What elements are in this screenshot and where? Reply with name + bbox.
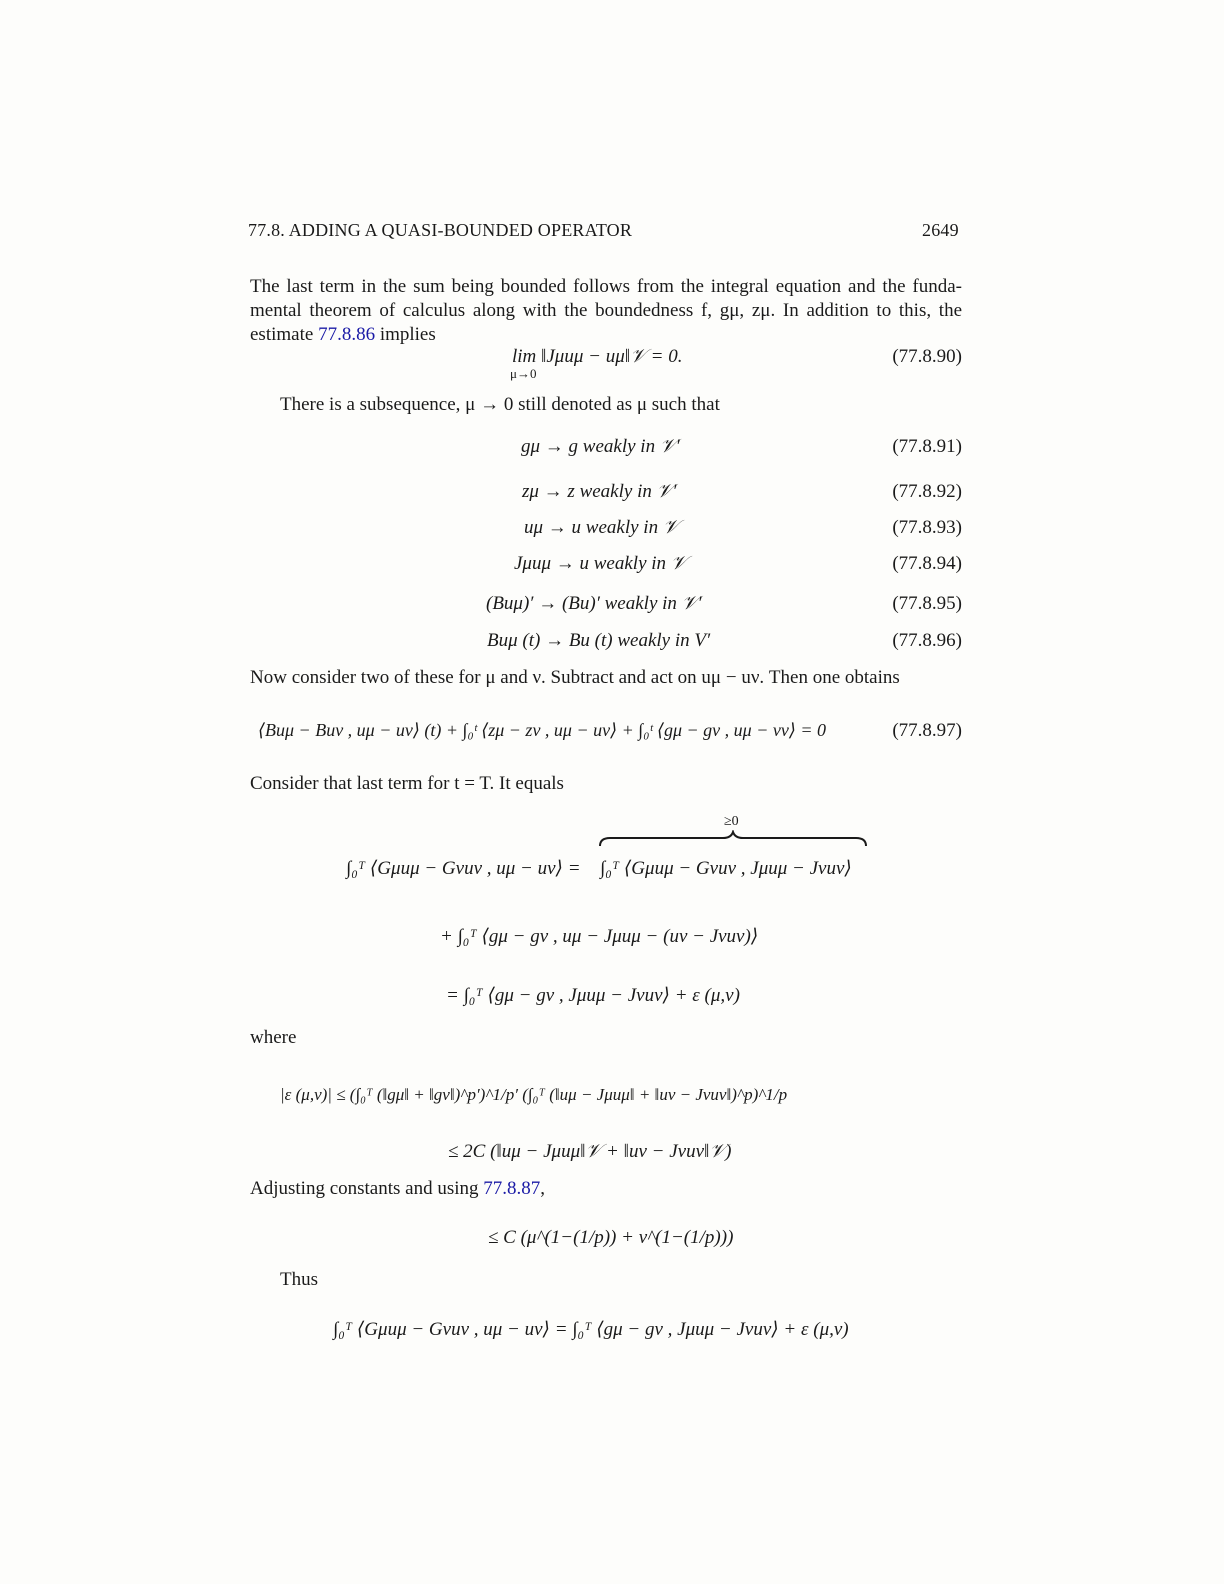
equation-link[interactable]: 77.8.86 (318, 324, 376, 345)
integral-identity-lhs: ∫₀ᵀ ⟨Gμuμ − Gνuν , uμ − uν⟩ = (346, 858, 581, 879)
paragraph-line: where (250, 1027, 297, 1048)
equation-92: zμ → z weakly in 𝒱′ (522, 481, 677, 502)
paragraph-line (250, 1177, 545, 1201)
integral-identity-result: = ∫₀ᵀ ⟨gμ − gν , Jμuμ − Jνuν⟩ + ε (μ,ν) (446, 985, 740, 1006)
paragraph-line: The last term in the sum being bounded follows from the integral equation and the funda- (250, 276, 962, 297)
equation-number: (77.8.91) (892, 436, 962, 457)
brace-label: ≥0 (724, 814, 739, 829)
equation-91: gμ → g weakly in 𝒱′ (521, 436, 680, 457)
text: , (540, 1178, 546, 1199)
text: implies (375, 324, 436, 345)
equation-number: (77.8.92) (892, 481, 962, 502)
paragraph-line (250, 323, 436, 347)
integral-identity-rhs: ∫₀ᵀ ⟨Gμuμ − Gνuν , Jμuμ − Jνuν⟩ (600, 858, 852, 879)
paragraph-line: Thus (280, 1269, 318, 1290)
equation-97: ⟨Buμ − Buν , uμ − uν⟩ (t) + ∫₀ᵗ ⟨zμ − zν , uμ − uν⟩ + ∫₀ᵗ ⟨gμ − gν , uμ − vν⟩ = 0 (258, 720, 827, 740)
epsilon-bound-3: ≤ C (μ^(1−(1/p)) + ν^(1−(1/p))) (488, 1227, 734, 1248)
equation-link[interactable]: 77.8.87 (483, 1178, 541, 1199)
equation-number: (77.8.93) (892, 517, 962, 538)
running-header: 77.8. ADDING A QUASI-BOUNDED OPERATOR (248, 220, 633, 240)
equation-number: (77.8.96) (892, 630, 962, 651)
paragraph-line: Now consider two of these for μ and ν. Subtract and act on uμ − uν. Then one obtains (250, 667, 900, 688)
equation-94: Jμuμ → u weakly in 𝒱 (514, 553, 687, 574)
overbrace (598, 830, 868, 848)
equation-number: (77.8.97) (892, 720, 962, 741)
epsilon-bound: |ε (μ,ν)| ≤ (∫₀ᵀ (‖gμ‖ + ‖gν‖)^p′)^1/p′ (∫₀ᵀ (‖uμ − Jμuμ‖ + ‖uν − Jνuν‖)^p)^1/p (280, 1085, 788, 1104)
integral-identity-term: + ∫₀ᵀ ⟨gμ − gν , uμ − Jμuμ − (uν − Jνuν)⟩ (440, 926, 759, 947)
lim-subscript: μ→0 (510, 366, 537, 381)
equation-number: (77.8.94) (892, 553, 962, 574)
paragraph-line: mental theorem of calculus along with the boundedness f, gμ, zμ. In addition to this, the (250, 300, 962, 321)
text: estimate (250, 324, 319, 345)
paragraph-line: There is a subsequence, μ → 0 still denoted as μ such that (280, 394, 720, 415)
page-number: 2649 (922, 220, 959, 240)
equation-96: Buμ (t) → Bu (t) weakly in V′ (487, 630, 711, 651)
epsilon-bound-2: ≤ 2C (‖uμ − Jμuμ‖𝒱 + ‖uν − Jνuν‖𝒱) (448, 1141, 732, 1162)
paragraph-line: Consider that last term for t = T. It equals (250, 773, 564, 794)
equation-number: (77.8.90) (892, 346, 962, 367)
equation-number: (77.8.95) (892, 593, 962, 614)
equation-95: (Buμ)′ → (Bu)′ weakly in 𝒱′ (486, 593, 702, 614)
equation-93: uμ → u weakly in 𝒱 (524, 517, 679, 538)
equation-90 (512, 346, 682, 368)
text: Adjusting constants and using (250, 1178, 484, 1199)
equation-math: lim ‖Jμuμ − uμ‖𝒱 = 0. (512, 346, 683, 367)
final-equation: ∫₀ᵀ ⟨Gμuμ − Gνuν , uμ − uν⟩ = ∫₀ᵀ ⟨gμ − gν , Jμuμ − Jνuν⟩ + ε (μ,ν) (333, 1319, 849, 1340)
